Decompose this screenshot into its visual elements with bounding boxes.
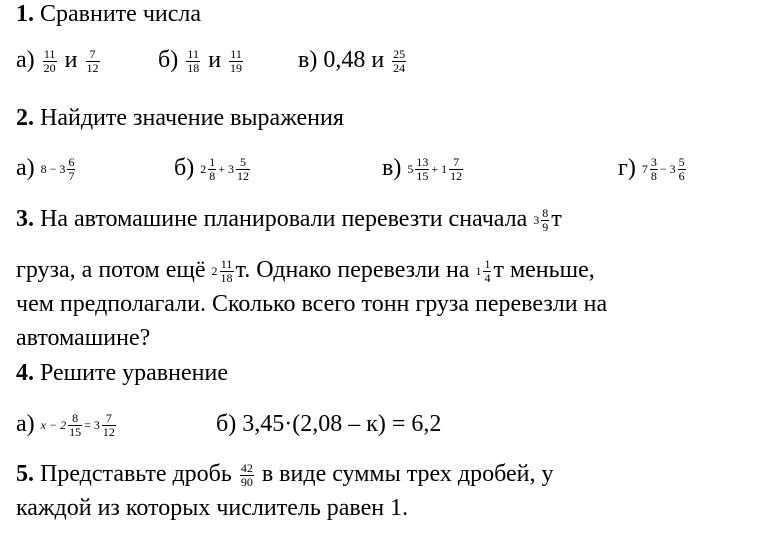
task1-b-label: б) xyxy=(158,47,179,73)
task4-a-equation: x − 2 $\frac{8}{15}$ = 3 $\frac{7}{12}$ xyxy=(40,410,115,439)
task4-b: б) 3,45·(2,08 – к) = 6,2 xyxy=(216,411,442,437)
task2-title xyxy=(16,104,344,132)
task3-line1-text: На автомашине планировали перевезти сначала xyxy=(34,206,528,232)
task2-d-label: г) xyxy=(618,155,636,181)
task2-c-label: в) xyxy=(382,155,402,181)
task1-a-fraction1: $\frac{11}{20}$ xyxy=(43,46,56,75)
task1-b-fraction1: $\frac{11}{18}$ xyxy=(187,46,200,75)
task1-title-text: Сравните числа xyxy=(34,1,202,27)
task1-c-label: в) 0,48 и xyxy=(298,47,385,73)
task2-b xyxy=(174,154,252,183)
task3-line4: автомашине? xyxy=(16,325,151,351)
task5-number: 5. xyxy=(16,461,34,487)
task2-c-expression: 5 $\frac{13}{15}$ + 1 $\frac{7}{12}$ xyxy=(407,154,463,183)
task2-a-expression: 8 − 3 $\frac{6}{7}$ xyxy=(40,154,75,183)
task4-number: 4. xyxy=(16,360,34,386)
task3-line2b: т. Однако перевезли на xyxy=(235,257,470,283)
task1-c xyxy=(298,46,408,75)
task2-a xyxy=(16,154,77,183)
task3-line2a: груза, а потом ещё xyxy=(16,257,206,283)
task4-a xyxy=(16,410,118,439)
task5-fraction: $\frac{42}{90}$ xyxy=(240,460,253,489)
task1-items xyxy=(16,46,102,75)
task5-line2: каждой из которых числитель равен 1. xyxy=(16,495,409,521)
task3-line1 xyxy=(16,205,562,234)
task2-a-label: а) xyxy=(16,155,35,181)
task5-line1a: Представьте дробь xyxy=(34,461,232,487)
task1-a-and: и xyxy=(64,47,78,73)
task1-b xyxy=(158,46,245,75)
task1-number: 1. xyxy=(16,1,34,27)
task2-b-expression: 2 $\frac{1}{8}$ + 3 $\frac{5}{12}$ xyxy=(200,154,249,183)
task3-unit1: т xyxy=(551,206,562,232)
task1-a-label: а) xyxy=(16,47,35,73)
task1-b-and: и xyxy=(208,47,222,73)
task3-number: 3. xyxy=(16,206,34,232)
task2-title-text: Найдите значение выражения xyxy=(34,105,344,131)
task4-title-text: Решите уравнение xyxy=(34,360,228,386)
task3-line3: чем предполагали. Сколько всего тонн груза перевезли на xyxy=(16,291,608,317)
task3-mixed-number-3: 1 $\frac{1}{4}$ xyxy=(475,256,491,285)
task3-mixed-number-1: 3 $\frac{8}{9}$ xyxy=(533,205,549,234)
task3-line2c: т меньше, xyxy=(493,257,595,283)
task1-a-fraction2: $\frac{7}{12}$ xyxy=(86,46,99,75)
task4-a-label: а) xyxy=(16,411,35,437)
task2-d xyxy=(618,154,688,183)
task2-number: 2. xyxy=(16,105,34,131)
task3-line2 xyxy=(16,256,595,285)
task2-d-expression: 7 $\frac{3}{8}$ − 3 $\frac{5}{6}$ xyxy=(641,154,685,183)
task4-title xyxy=(16,359,228,387)
task2-c xyxy=(382,154,465,183)
task3-mixed-number-2: 2 $\frac{11}{18}$ xyxy=(211,256,233,285)
task5-line1b: в виде суммы трех дробей, у xyxy=(255,461,554,487)
task1-b-fraction2: $\frac{11}{19}$ xyxy=(230,46,243,75)
task1-c-fraction: $\frac{25}{24}$ xyxy=(393,46,406,75)
task1-title xyxy=(16,0,201,28)
task2-b-label: б) xyxy=(174,155,195,181)
task5-line1 xyxy=(16,460,553,489)
